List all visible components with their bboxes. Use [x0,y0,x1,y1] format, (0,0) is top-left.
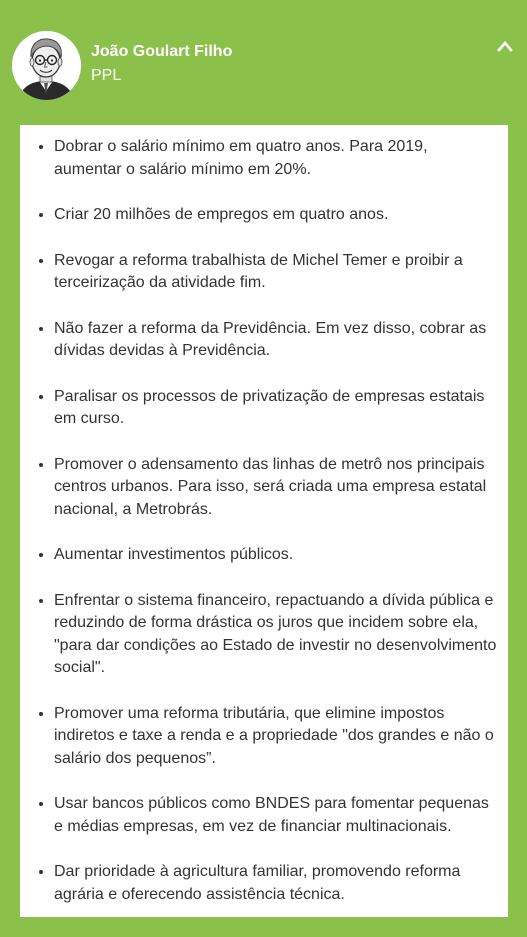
list-item: • Promover o adensamento das linhas de metrô nos principais centros urbanos. Para isso, será criada uma empresa estatal nacional, a Metrobrás. [54,454,498,522]
list-item: • Enfrentar o sistema financeiro, repactuando a dívida pública e reduzindo de forma drástica os juros que incidem sobre ela, "para dar condições ao Estado de investir no desenvolvimento social". [54,590,498,680]
list-item: • Paralisar os processos de privatização de empresas estatais em curso. [54,386,498,431]
list-item: • Usar bancos públicos como BNDES para fomentar pequenas e médias empresas, em vez de financiar multinacionais. [54,793,498,838]
list-item: • Não fazer a reforma da Previdência. Em vez disso, cobrar as dívidas devidas à Previdência. [54,318,498,363]
list-item: • Promover uma reforma tributária, que elimine impostos indiretos e taxe a renda e a propriedade "dos grandes e não o salário dos pequenos”. [54,703,498,771]
list-item: • Revogar a reforma trabalhista de Michel Temer e proibir a terceirização da atividade fim. [54,250,498,295]
proposals-list [20,125,508,906]
candidate-party: PPL [91,67,122,84]
candidate-name: João Goulart Filho [91,43,233,60]
candidate-avatar [12,31,81,100]
list-item: • Criar 20 milhões de empregos em quatro anos. [54,204,498,227]
proposals-panel [20,125,508,917]
list-item: • Aumentar investimentos públicos. [54,544,498,567]
portrait-icon [12,31,81,100]
chevron-up-icon[interactable] [494,36,516,58]
list-item: • Dobrar o salário mínimo em quatro anos. Para 2019, aumentar o salário mínimo em 20%. [54,136,498,181]
list-item: • Dar prioridade à agricultura familiar, promovendo reforma agrária e oferecendo assistência técnica. [54,861,498,906]
candidate-header[interactable] [0,0,527,120]
